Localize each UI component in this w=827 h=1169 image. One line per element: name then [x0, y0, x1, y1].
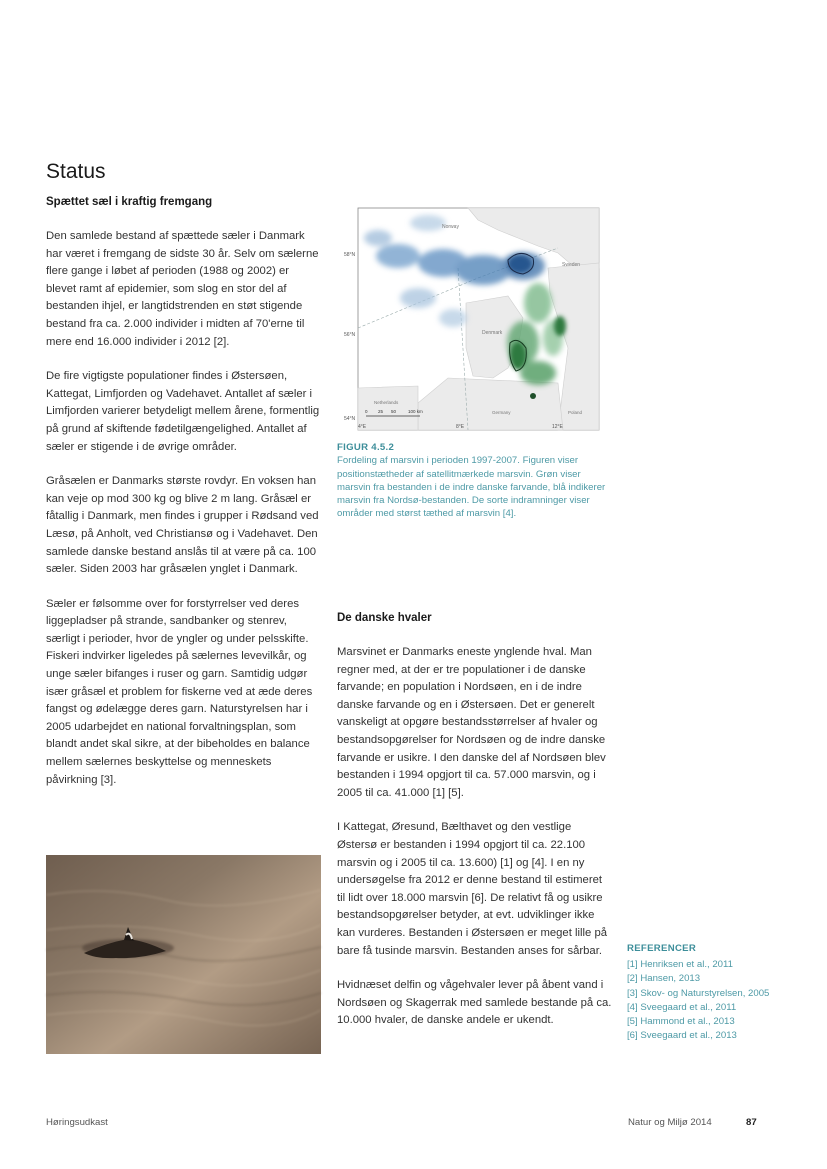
label-sweden: Sweden [562, 262, 581, 268]
reference-item: [3] Skov- og Naturstyrelsen, 2005 [627, 987, 770, 999]
reference-item: [4] Sveegaard et al., 2011 [627, 1001, 737, 1013]
scale-label: 0 [365, 409, 368, 414]
reference-item: [1] Henriksen et al., 2011 [627, 959, 733, 971]
references-label: REFERENCER [627, 943, 697, 954]
porpoise-distribution-map [344, 208, 599, 430]
land-germany [418, 378, 563, 430]
left-paragraph-2: De fire vigtigste populationer findes i Østersøen, Kattegat, Limfjorden og Vadehavet. Antallet af sæler i Limfjorden varierer betydeligt mellem årene, formentlig på grund af skiftende fødetilgængelighed. Antallet af sæler er stigende i de øvrige områder. [46, 370, 320, 453]
lat-label: 58°N [344, 252, 356, 258]
figure-caption-text: Fordeling af marsvin i perioden 1997-2007. Figuren viser positionstætheder af satellitmærkede marsvin. Grøn viser marsvin fra bestanden i de indre danske farvande, blå indikerer marsvin fra Nordsø-bestanden. De sorte indramninger viser områder med størst tæthed af marsvin [4]. [337, 455, 606, 520]
land-netherlands [358, 386, 418, 430]
core-area-blue [508, 255, 532, 273]
label-poland: Poland [568, 410, 583, 415]
right-paragraph-1: Marsvinet er Danmarks eneste ynglende hval. Man regner med, at der er tre populationer i de danske farvande; en population i Nordsøen, en i de indre danske farvande og en i Østersøen. Det er generelt vanskeligt at opgøre bestandsstørrelser af hvaler og bestandsopgørelser for Nordsøen og de indre danske farvande er usikre. I den danske del af Nordsøen blev bestanden i 1994 opgjort til ca. 57.000 marsvin, og i 2005 til ca. 41.000 [1] [5]. [337, 646, 606, 799]
scale-label: 100 km [408, 409, 423, 414]
lon-label: 12°E [552, 424, 563, 430]
figure-caption [337, 441, 612, 521]
left-column [46, 228, 322, 806]
left-paragraph-4: Sæler er følsomme over for forstyrrelser ved deres liggepladser på strande, sandbanker og stenrev, særligt i perioder, hvor de yngler og under pelsskifte. Fiskeri indvirker ligeledes på sælernes levevilkår, og unge sæler bifanges i ruser og garn. Samtidig udgør især gråsæl et problem for fiskerne ved at æde deres fangst og ødelægge deres garn. Naturstyrelsen har i 2005 udarbejdet en national forvaltningsplan, som blandt andet skal sikre, at der bibeholdes en balance mellem sælernes beskyttelse og menneskets påvirkning [3]. [46, 597, 313, 786]
lat-label: 56°N [344, 332, 356, 338]
footer-left: Høringsudkast [46, 1117, 108, 1128]
label-germany: Germany [492, 410, 511, 415]
reference-item: [5] Hammond et al., 2013 [627, 1016, 735, 1028]
section-title: Status [46, 160, 106, 183]
density-point [530, 393, 536, 399]
lon-label: 8°E [456, 424, 465, 430]
right-column [337, 644, 613, 1047]
label-norway: Norway [442, 224, 459, 230]
reference-item: [6] Sveegaard et al., 2013 [627, 1030, 737, 1042]
right-paragraph-2: I Kattegat, Øresund, Bælthavet og den vestlige Østersø er bestanden i 1994 opgjort til ca. 22.100 marsvin og i 2005 til ca. 13.600) [1] og [4]. I en ny undersøgelse fra 2012 er denne bestand til estimeret til lidt over 18.000 marsvin [6]. De relativt få og usikre bestandsopgørelser betyder, at evt. udviklinger ikke kan vurderes. Bestanden i Østersøen er meget lille på bare få tusinde marsvin. Bestanden anses for sårbar. [337, 821, 608, 957]
lat-label: 54°N [344, 416, 356, 422]
porpoise-photo [46, 855, 321, 1054]
left-paragraph-3: Gråsælen er Danmarks største rovdyr. En voksen han kan veje op mod 300 kg og blive 2 m lang. Gråsæl er fåtallig i Danmark, men findes i grupper i Rødsand ved Læsø, på Anholt, ved Christiansø og i Vadehavet. Den samlede danske bestand anslås til at være på ca. 100 sæler. Siden 2003 har gråsælen ynglet i Danmark. [46, 475, 319, 576]
whale-heading: De danske hvaler [337, 612, 432, 624]
footer-publication: Natur og Miljø 2014 [628, 1117, 712, 1128]
scale-label: 50 [391, 409, 397, 414]
page-number: 87 [746, 1117, 757, 1128]
left-paragraph-1: Den samlede bestand af spættede sæler i Danmark har været i fremgang de sidste 30 år. Selv om sælerne flere gange i løbet af perioden (1988 og 2002) er blevet ramt af epidemier, som slog en stor del af bestanden ihjel, er langtidstrenden en støt stigende bestand fra ca. 2.000 individer i midten af 70'erne til mere end 16.000 individer i 2012 [2]. [46, 230, 319, 348]
seal-heading: Spættet sæl i kraftig fremgang [46, 196, 213, 208]
reference-item: [2] Hansen, 2013 [627, 973, 701, 985]
label-netherlands: Netherlands [374, 400, 399, 405]
lon-label: 4°E [358, 424, 367, 430]
references [627, 942, 787, 1043]
label-denmark: Denmark [482, 330, 503, 336]
scale-label: 25 [378, 409, 384, 414]
right-paragraph-3: Hvidnæset delfin og vågehvaler lever på åbent vand i Nordsøen og Skagerrak med samlede bestande på ca. 10.000 hvaler, de danske andele er ukendt. [337, 979, 612, 1027]
figure-label: FIGUR 4.5.2 [337, 442, 395, 453]
